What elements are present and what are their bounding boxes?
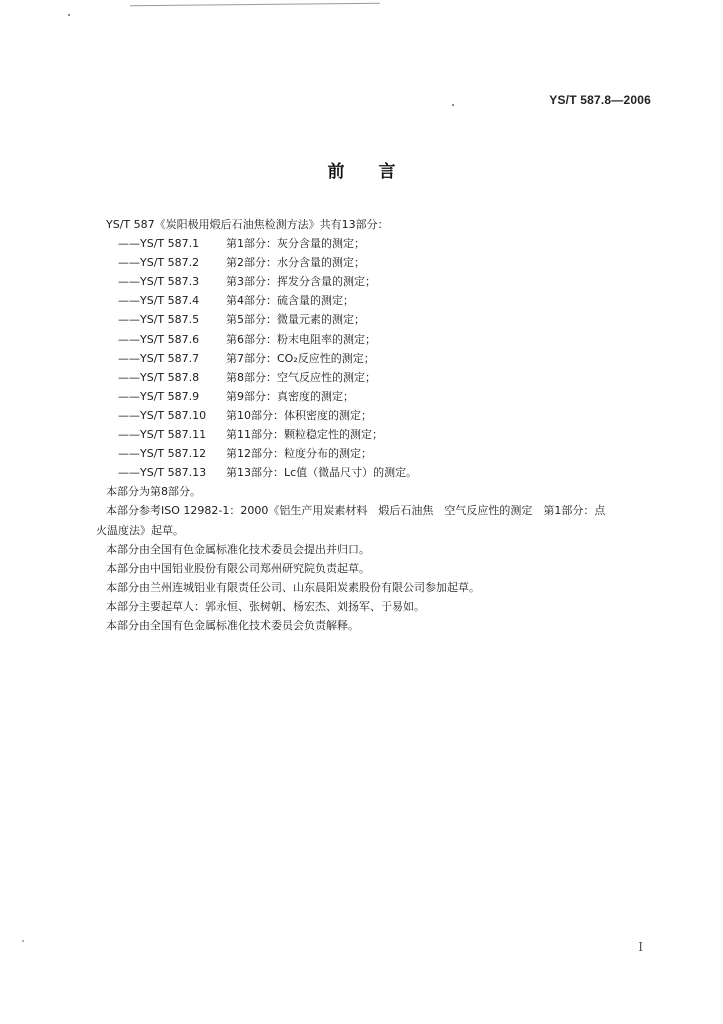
list-item <box>118 368 658 387</box>
part-code: ——YS/T 587.7 <box>118 351 200 365</box>
parts-list <box>118 234 658 482</box>
page-title: 前言 <box>327 162 430 182</box>
part-text: 第5部分：微量元素的测定； <box>226 313 365 327</box>
list-item <box>118 330 658 349</box>
part-code: ——YS/T 587.5 <box>118 313 200 327</box>
part-text: 第9部分：真密度的测定； <box>226 389 354 403</box>
page-number: I <box>638 940 643 954</box>
proposed-by-paragraph: 本部分由全国有色金属标准化技术委员会提出并归口。 <box>106 542 370 556</box>
part-text: 第8部分：空气反应性的测定； <box>226 370 376 384</box>
reference-paragraph-line2: 火温度法》起草。 <box>96 523 184 537</box>
interpretation-paragraph: 本部分由全国有色金属标准化技术委员会负责解释。 <box>106 618 359 632</box>
scan-speck <box>452 104 454 106</box>
list-item <box>118 349 658 368</box>
this-part-paragraph: 本部分为第8部分。 <box>106 485 201 499</box>
part-code: ——YS/T 587.4 <box>118 294 200 308</box>
list-item <box>118 406 658 425</box>
main-drafters-paragraph: 本部分主要起草人：郭永恒、张树朝、杨宏杰、刘扬军、于易如。 <box>106 599 425 613</box>
part-code: ——YS/T 587.9 <box>118 389 200 403</box>
list-item <box>118 463 658 482</box>
document-code: YS/T 587.8—2006 <box>549 93 651 107</box>
part-text: 第12部分：粒度分布的测定； <box>226 447 372 461</box>
part-code: ——YS/T 587.12 <box>118 447 207 461</box>
part-text: 第7部分：CO₂反应性的测定； <box>226 351 375 365</box>
list-item <box>118 291 658 310</box>
list-item <box>118 234 658 253</box>
part-text: 第1部分：灰分含量的测定； <box>226 237 365 251</box>
scan-edge-line <box>130 3 380 7</box>
part-code: ——YS/T 587.11 <box>118 428 207 442</box>
part-text: 第2部分：水分含量的测定； <box>226 256 365 270</box>
part-code: ——YS/T 587.13 <box>118 466 207 480</box>
part-code: ——YS/T 587.2 <box>118 256 200 270</box>
intro-line: YS/T 587《炭阳极用煅后石油焦检测方法》共有13部分： <box>106 218 389 231</box>
part-code: ——YS/T 587.10 <box>118 408 207 422</box>
part-code: ——YS/T 587.1 <box>118 237 200 251</box>
part-code: ——YS/T 587.3 <box>118 275 200 289</box>
list-item <box>118 272 658 291</box>
list-item <box>118 253 658 272</box>
scan-speck <box>68 14 70 16</box>
reference-paragraph-line1: 本部分参考ISO 12982-1：2000《铝生产用炭素材料 煅后石油焦 空气反应性的测定 第1部分：点 <box>106 504 606 518</box>
part-code: ——YS/T 587.6 <box>118 332 200 346</box>
scan-speck <box>22 940 24 942</box>
part-text: 第4部分：硫含量的测定； <box>226 294 354 308</box>
list-item <box>118 444 658 463</box>
part-text: 第13部分：Lc值（微晶尺寸）的测定。 <box>226 466 418 480</box>
part-text: 第11部分：颗粒稳定性的测定； <box>226 428 383 442</box>
document-body <box>96 215 658 635</box>
list-item <box>118 425 658 444</box>
part-text: 第6部分：粉末电阻率的测定； <box>226 332 376 346</box>
drafted-by-paragraph: 本部分由中国铝业股份有限公司郑州研究院负责起草。 <box>106 561 370 575</box>
part-code: ——YS/T 587.8 <box>118 370 200 384</box>
participants-paragraph: 本部分由兰州连城铝业有限责任公司、山东晨阳炭素股份有限公司参加起草。 <box>106 580 480 594</box>
list-item <box>118 310 658 329</box>
part-text: 第10部分：体积密度的测定； <box>226 408 372 422</box>
part-text: 第3部分：挥发分含量的测定； <box>226 275 376 289</box>
list-item <box>118 387 658 406</box>
